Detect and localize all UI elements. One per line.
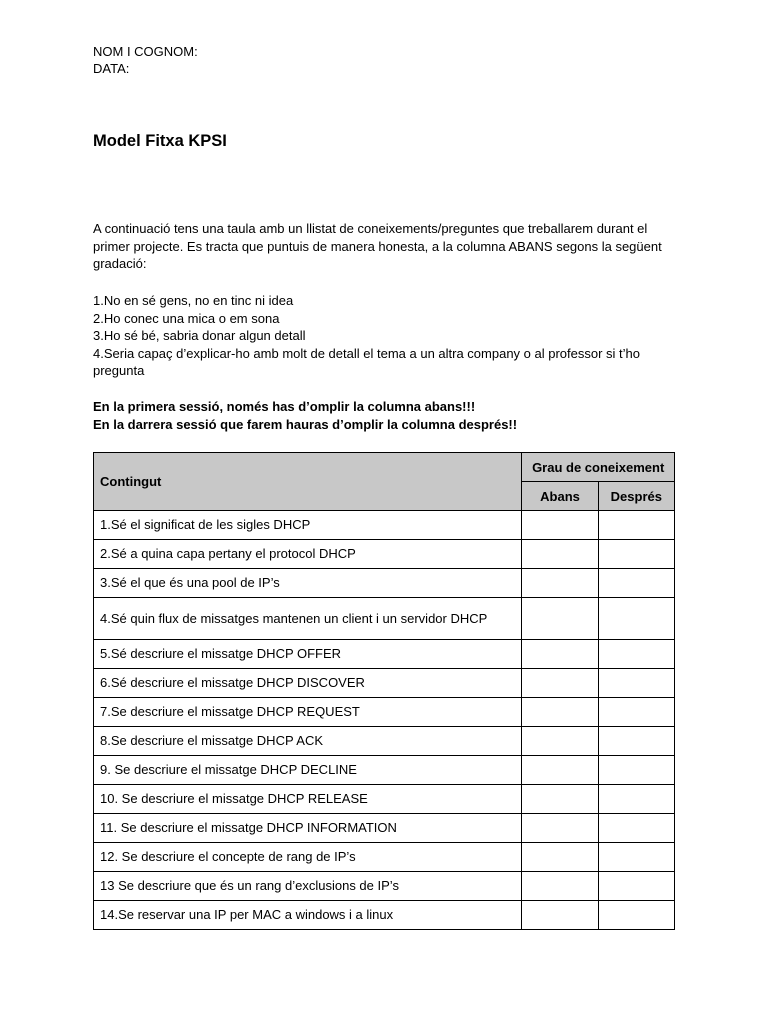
before-cell[interactable] <box>522 872 598 901</box>
student-header <box>93 43 198 77</box>
row-content: 9. Se descriure el missatge DHCP DECLINE <box>94 756 522 785</box>
after-cell[interactable] <box>598 511 674 540</box>
scale-item: 4.Seria capaç d’explicar-ho amb molt de detall el tema a un altra company o al professor si t’ho pregunta <box>93 345 641 378</box>
table-row <box>94 698 675 727</box>
date-label: DATA: <box>93 61 130 76</box>
table-row <box>94 785 675 814</box>
after-cell[interactable] <box>598 756 674 785</box>
after-cell[interactable] <box>598 698 674 727</box>
before-cell[interactable] <box>522 698 598 727</box>
kpsi-table <box>93 452 675 930</box>
after-cell[interactable] <box>598 540 674 569</box>
table-row <box>94 901 675 930</box>
after-cell[interactable] <box>598 785 674 814</box>
before-cell[interactable] <box>522 569 598 598</box>
row-content: 6.Sé descriure el missatge DHCP DISCOVER <box>94 669 522 698</box>
table-row <box>94 872 675 901</box>
row-content: 13 Se descriure que és un rang d’exclusions de IP’s <box>94 872 522 901</box>
row-content: 1.Sé el significat de les sigles DHCP <box>94 511 522 540</box>
row-content: 12. Se descriure el concepte de rang de IP’s <box>94 843 522 872</box>
row-content: 14.Se reservar una IP per MAC a windows i a linux <box>94 901 522 930</box>
table-row <box>94 669 675 698</box>
table-row <box>94 511 675 540</box>
row-content: 4.Sé quin flux de missatges mantenen un client i un servidor DHCP <box>94 598 522 640</box>
before-cell[interactable] <box>522 727 598 756</box>
before-cell[interactable] <box>522 843 598 872</box>
after-cell[interactable] <box>598 669 674 698</box>
after-cell[interactable] <box>598 727 674 756</box>
after-cell[interactable] <box>598 598 674 640</box>
after-cell[interactable] <box>598 872 674 901</box>
document-title: Model Fitxa KPSI <box>93 132 227 150</box>
table-row <box>94 640 675 669</box>
name-label: NOM I COGNOM: <box>93 44 198 59</box>
grading-scale <box>93 292 678 380</box>
before-cell[interactable] <box>522 756 598 785</box>
header-content: Contingut <box>94 453 522 511</box>
row-content: 3.Sé el que és una pool de IP’s <box>94 569 522 598</box>
table-header-row <box>94 453 675 482</box>
row-content: 11. Se descriure el missatge DHCP INFORMATION <box>94 814 522 843</box>
table-row <box>94 843 675 872</box>
table-row <box>94 727 675 756</box>
table-row <box>94 598 675 640</box>
row-content: 8.Se descriure el missatge DHCP ACK <box>94 727 522 756</box>
before-cell[interactable] <box>522 669 598 698</box>
before-cell[interactable] <box>522 540 598 569</box>
scale-item: 3.Ho sé bé, sabria donar algun detall <box>93 328 306 343</box>
before-cell[interactable] <box>522 814 598 843</box>
scale-item: 1.No en sé gens, no en tinc ni idea <box>93 293 294 308</box>
header-knowledge-level: Grau de coneixement <box>522 453 675 482</box>
table-row <box>94 540 675 569</box>
before-cell[interactable] <box>522 598 598 640</box>
row-content: 2.Sé a quina capa pertany el protocol DHCP <box>94 540 522 569</box>
before-cell[interactable] <box>522 511 598 540</box>
header-after: Després <box>598 482 674 511</box>
before-cell[interactable] <box>522 785 598 814</box>
header-before: Abans <box>522 482 598 511</box>
before-cell[interactable] <box>522 640 598 669</box>
after-cell[interactable] <box>598 901 674 930</box>
instructions-notes <box>93 398 517 433</box>
scale-item: 2.Ho conec una mica o em sona <box>93 310 280 326</box>
after-cell[interactable] <box>598 640 674 669</box>
table-row <box>94 814 675 843</box>
table-row <box>94 756 675 785</box>
table-row <box>94 569 675 598</box>
row-content: 10. Se descriure el missatge DHCP RELEASE <box>94 785 522 814</box>
after-cell[interactable] <box>598 814 674 843</box>
last-session-note: En la darrera sessió que farem hauras d’omplir la columna després!! <box>93 416 518 432</box>
first-session-note: En la primera sessió, només has d’omplir la columna abans!!! <box>93 399 476 414</box>
row-content: 5.Sé descriure el missatge DHCP OFFER <box>94 640 522 669</box>
after-cell[interactable] <box>598 843 674 872</box>
row-content: 7.Se descriure el missatge DHCP REQUEST <box>94 698 522 727</box>
intro-paragraph: A continuació tens una taula amb un llistat de coneixements/preguntes que treballarem durant el primer projecte. Es tracta que puntuis de manera honesta, a la columna ABANS segons la següent gradació: <box>93 221 662 271</box>
after-cell[interactable] <box>598 569 674 598</box>
before-cell[interactable] <box>522 901 598 930</box>
